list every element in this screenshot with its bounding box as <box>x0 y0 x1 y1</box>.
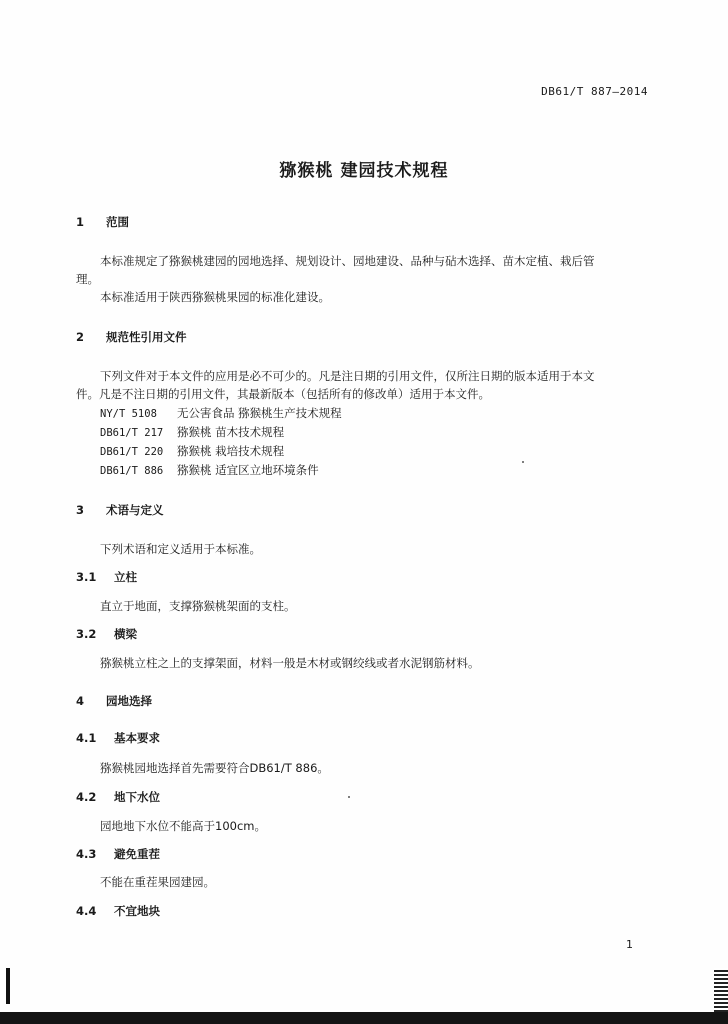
reference-item <box>100 442 284 461</box>
reference-code: NY/T 5108 <box>100 408 157 420</box>
scan-edge-mark <box>714 968 728 1012</box>
reference-title: 猕猴桃 苗木技术规程 <box>177 425 285 439</box>
subsection-4-3-text: 不能在重茬果园建园。 <box>100 875 215 889</box>
subsection-3-2-heading <box>76 625 137 643</box>
section-number: 3 <box>76 503 85 517</box>
section-title: 范围 <box>106 215 129 229</box>
page-number: 1 <box>626 938 633 951</box>
section-1-paragraph-2: 本标准适用于陕西猕猴桃果园的标准化建设。 <box>100 290 330 304</box>
reference-title: 猕猴桃 适宜区立地环境条件 <box>177 463 319 477</box>
reference-item <box>100 423 284 442</box>
section-1-paragraph-1-line-1: 本标准规定了猕猴桃建园的园地选择、规划设计、园地建设、品种与砧木选择、苗木定植、栽后管 <box>100 254 595 268</box>
subsection-4-2-text: 园地地下水位不能高于100cm。 <box>100 819 266 833</box>
subsection-3-1-heading <box>76 568 137 586</box>
section-title: 规范性引用文件 <box>106 330 187 344</box>
section-number: 1 <box>76 215 85 229</box>
subsection-title: 地下水位 <box>114 790 160 804</box>
scan-speck <box>348 796 350 798</box>
document-title: 猕猴桃 建园技术规程 <box>279 161 449 181</box>
subsection-4-1-heading <box>76 729 160 747</box>
section-2-heading <box>76 328 187 346</box>
scan-edge-mark <box>6 968 10 1004</box>
subsection-3-2-text: 猕猴桃立柱之上的支撑架面，材料一般是木材或钢绞线或者水泥钢筋材料。 <box>100 656 480 670</box>
section-3-paragraph: 下列术语和定义适用于本标准。 <box>100 542 261 556</box>
reference-code: DB61/T 886 <box>100 465 164 477</box>
section-number: 4 <box>76 694 85 708</box>
subsection-title: 立柱 <box>114 570 137 584</box>
section-number: 2 <box>76 330 85 344</box>
section-4-heading <box>76 692 152 710</box>
section-3-heading <box>76 501 164 519</box>
subsection-title: 基本要求 <box>114 731 160 745</box>
document-code: DB61/T 887—2014 <box>541 85 648 98</box>
reference-code: DB61/T 217 <box>100 427 164 439</box>
section-title: 园地选择 <box>106 694 152 708</box>
subsection-3-1-text: 直立于地面，支撑猕猴桃架面的支柱。 <box>100 599 296 613</box>
subsection-4-3-heading <box>76 845 160 863</box>
reference-title: 猕猴桃 栽培技术规程 <box>177 444 285 458</box>
reference-title: 无公害食品 猕猴桃生产技术规程 <box>177 406 342 420</box>
section-2-paragraph-line-2: 件。凡是不注日期的引用文件，其最新版本（包括所有的修改单）适用于本文件。 <box>76 387 490 401</box>
subsection-number: 3.1 <box>76 570 97 584</box>
section-1-heading <box>76 213 129 231</box>
scan-bottom-border <box>0 1012 728 1024</box>
reference-item <box>100 461 319 480</box>
section-1-paragraph-1-line-2: 理。 <box>76 272 99 286</box>
subsection-number: 4.2 <box>76 790 97 804</box>
section-title: 术语与定义 <box>106 503 164 517</box>
subsection-title: 横梁 <box>114 627 137 641</box>
reference-item <box>100 404 342 423</box>
subsection-4-4-heading <box>76 902 160 920</box>
scan-speck <box>522 461 524 463</box>
subsection-number: 4.4 <box>76 904 97 918</box>
subsection-4-2-heading <box>76 788 160 806</box>
section-2-paragraph-line-1: 下列文件对于本文件的应用是必不可少的。凡是注日期的引用文件，仅所注日期的版本适用于本文 <box>100 369 595 383</box>
subsection-number: 4.3 <box>76 847 97 861</box>
subsection-title: 避免重茬 <box>114 847 160 861</box>
subsection-title: 不宜地块 <box>114 904 160 918</box>
subsection-4-1-text: 猕猴桃园地选择首先需要符合DB61/T 886。 <box>100 761 329 775</box>
subsection-number: 4.1 <box>76 731 97 745</box>
reference-code: DB61/T 220 <box>100 446 164 458</box>
subsection-number: 3.2 <box>76 627 97 641</box>
